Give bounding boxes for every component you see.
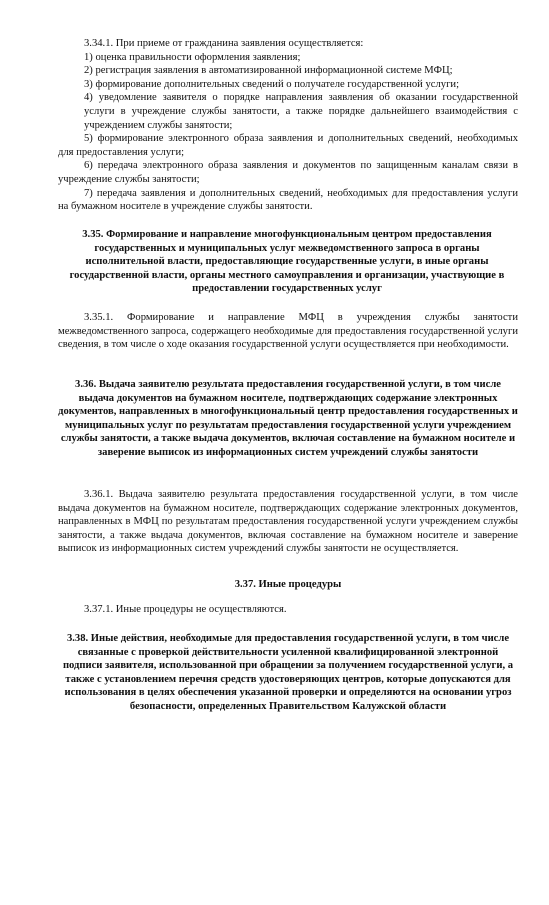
list-item: 4) уведомление заявителя о порядке направления заявления об оказании государственной услуги в учреждение службы занятости, а также порядке дальнейшего взаимодействия с учреждением службы занятости;: [84, 92, 518, 131]
section-heading: 3.35. Формирование и направление многофункциональным центром предоставления государственных и муниципальных услуг межведомственного запроса в органы исполнительной власти, предоставляющие государственные услуги, в иные органы государственной власти, органы местного самоуправления и организации, участвующие в предоставлении государственных услуг: [69, 229, 505, 295]
list-item: 6) передача электронного образа заявления и документов по защищенным каналам связи в учреждение службы занятости;: [58, 160, 518, 185]
section-heading: 3.37. Иные процедуры: [234, 579, 342, 590]
list-item: 5) формирование электронного образа заявления и дополнительных сведений, необходимых для предоставления услуги;: [58, 133, 518, 158]
list-item: 3) формирование дополнительных сведений о получателе государственной услуги;: [84, 78, 460, 90]
list-item: 7) передача заявления и дополнительных сведений, необходимых для предоставления услуги на бумажном носителе в учреждение службы занятости.: [58, 187, 518, 213]
section-3-34-1: [58, 37, 518, 214]
paragraph-intro: 3.34.1. При приеме от гражданина заявления осуществляется:: [84, 38, 364, 49]
section-text: 3.36.1. Выдача заявителю результата предоставления государственной услуги, в том числе выдача документов на бумажном носителе, подтверждающих содержание электронных документов, направленных в МФЦ по результатам предоставления государственной услуги учреждением службы занятости, а также выдача документов, включая составление на бумажном носителе и заверение выписок из информационных систем учреждений службы занятости не осуществляется.: [58, 489, 518, 555]
section-heading: 3.38. Иные действия, необходимые для предоставления государственной услуги, в том числе связанные с проверкой действительности усиленной квалифицированной электронной подписи заявителя, использованной при обращении за получением государственной услуги, а также с установлением перечня средств удостоверяющих центров, которые допускаются для использования в целях обеспечения указанной проверки и определяются на основании угроз безопасности, определенных Правительством Калужской области: [62, 633, 514, 712]
section-text: 3.37.1. Иные процедуры не осуществляются.: [84, 604, 287, 615]
section-heading: 3.36. Выдача заявителю результата предоставления государственной услуги, в том числе выдача документов на бумажном носителе, подтверждающих содержание электронных документов, направленных в многофункциональный центр предоставления государственных и муниципальных услуг по результатам предоставления государственной услуги учреждением службы занятости, а также выдача документов, включая составление на бумажном носителе и заверение выписок из информационных систем учреждений службы занятости: [58, 379, 518, 458]
list-item: 1) оценка правильности оформления заявления;: [84, 51, 301, 63]
section-text: 3.35.1. Формирование и направление МФЦ в учреждения службы занятости межведомственного запроса, содержащего необходимые для предоставления государственной услуги сведения, в том числе о ходе оказания государственной услуги осуществляется при необходимости.: [58, 312, 518, 351]
list-item: 2) регистрация заявления в автоматизированной информационной системе МФЦ;: [84, 65, 453, 77]
